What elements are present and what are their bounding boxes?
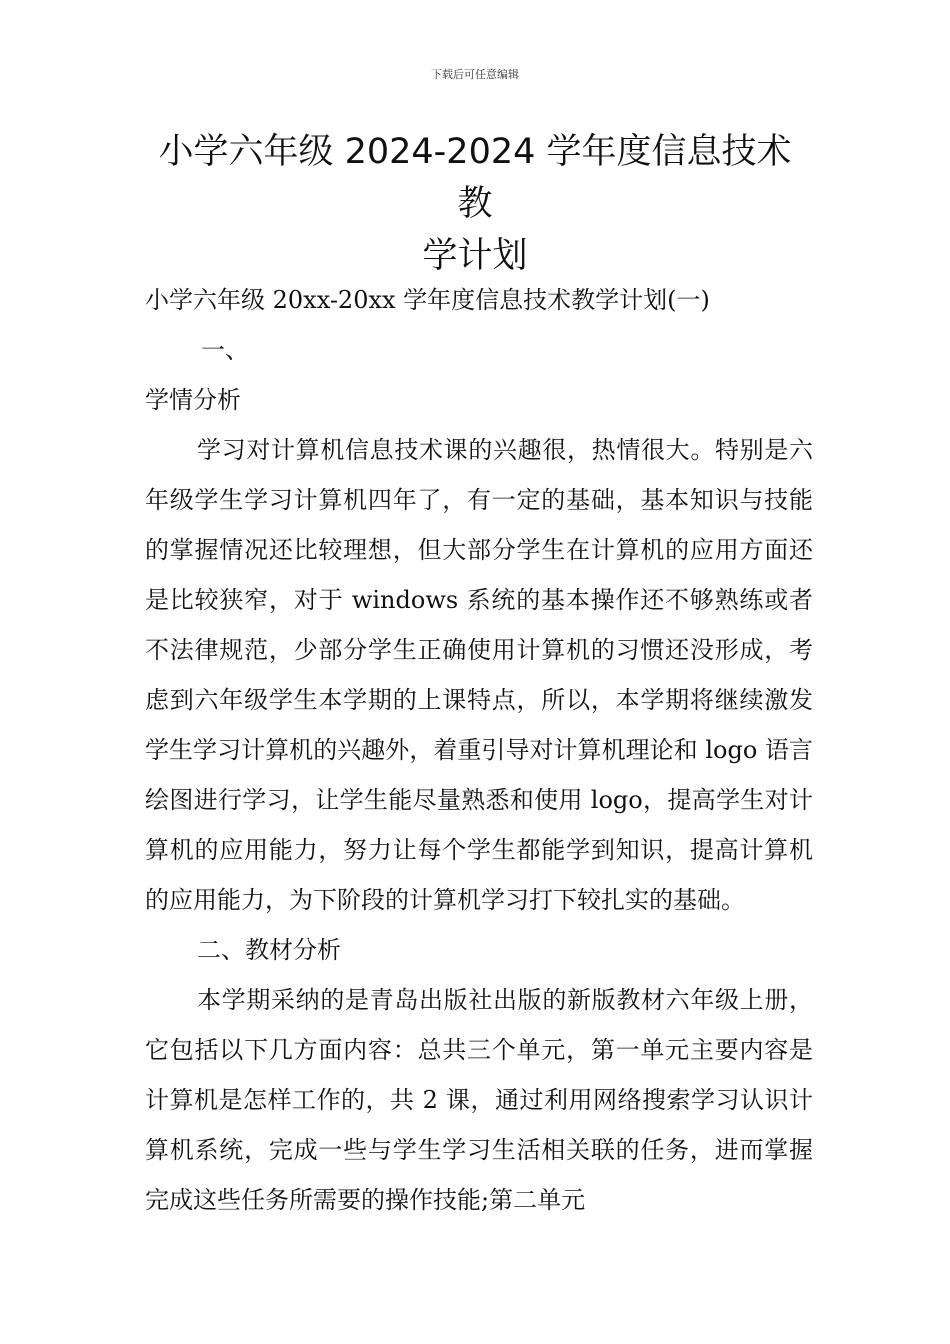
header-note: 下载后可任意编辑 xyxy=(431,68,519,81)
intro-paragraph xyxy=(145,275,813,425)
paragraph-student-analysis: 学习对计算机信息技术课的兴趣很，热情很大。特别是六年级学生学习计算机四年了，有一定的基础，基本知识与技能的掌握情况还比较理想，但大部分学生在计算机的应用方面还是比较狭窄，对于 windows 系统的基本操作还不够熟练或者不法律规范，少部分学生正确使用计算机的习惯还没形成，考虑到六年级学生本学期的上课特点，所以，本学期将继续激发学生学习计算机的兴趣外，着重引导对计算机理论和 logo 语言绘图进行学习，让学生能尽量熟悉和使用 logo，提高学生对计算机的应用能力，努力让每个学生都能学到知识，提高计算机的应用能力，为下阶段的计算机学习打下较扎实的基础。 xyxy=(145,436,813,914)
title-line-1: 小学六年级 2024-2024 学年度信息技术教 xyxy=(158,132,792,224)
section-2-heading: 二、教材分析 xyxy=(197,936,341,964)
document-body xyxy=(145,275,813,1225)
document-title xyxy=(150,126,800,282)
section-1-number: 一、 xyxy=(201,336,249,364)
title-line-2: 学计划 xyxy=(422,236,528,276)
paragraph-textbook-analysis: 本学期采纳的是青岛出版社出版的新版教材六年级上册，它包括以下几方面内容：总共三个单元，第一单元主要内容是计算机是怎样工作的，共 2 课，通过利用网络搜索学习认识计算机系统，完成一些与学生学习生活相关联的任务，进而掌握完成这些任务所需要的操作技能;第二单元 xyxy=(145,986,813,1214)
section-1-heading: 学情分析 xyxy=(145,386,241,414)
plan-subtitle: 小学六年级 20xx-20xx 学年度信息技术教学计划(一) xyxy=(145,286,710,314)
